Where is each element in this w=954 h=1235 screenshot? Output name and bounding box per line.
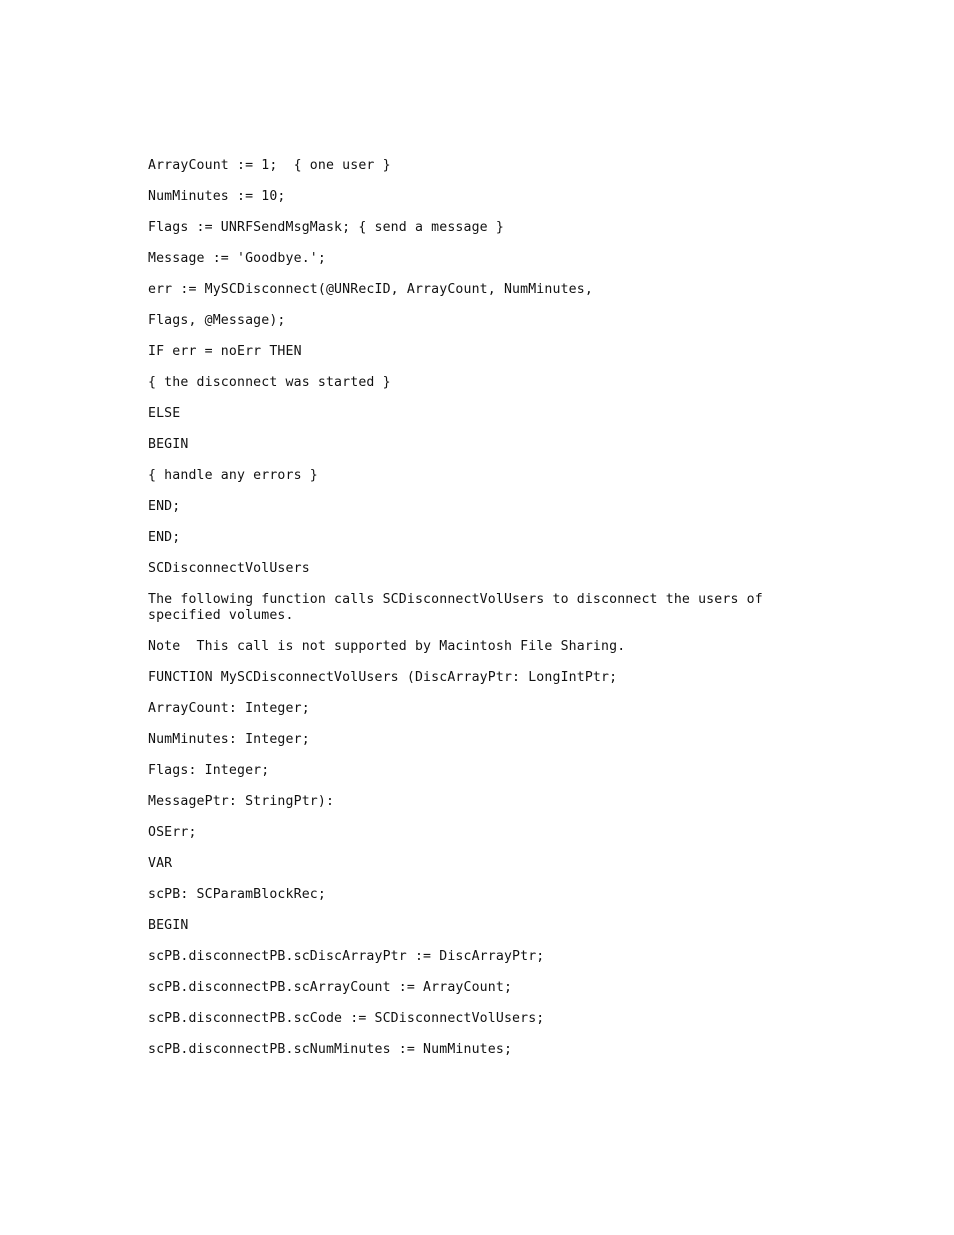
section-heading: SCDisconnectVolUsers	[148, 561, 310, 576]
code-line: BEGIN	[148, 437, 189, 452]
code-line: OSErr;	[148, 825, 197, 840]
code-line: Message := 'Goodbye.';	[148, 251, 326, 266]
code-line: ELSE	[148, 406, 181, 421]
code-line: Flags: Integer;	[148, 763, 270, 778]
code-line: scPB.disconnectPB.scDiscArrayPtr := DiscArrayPtr;	[148, 949, 545, 964]
code-line: VAR	[148, 856, 173, 871]
code-line: { handle any errors }	[148, 468, 318, 483]
code-line: BEGIN	[148, 918, 189, 933]
code-line: IF err = noErr THEN	[148, 344, 302, 359]
code-line: Flags, @Message);	[148, 313, 286, 328]
code-line: NumMinutes := 10;	[148, 189, 286, 204]
code-line: scPB.disconnectPB.scCode := SCDisconnectVolUsers;	[148, 1011, 545, 1026]
document-page	[148, 158, 848, 1073]
code-line: ArrayCount: Integer;	[148, 701, 310, 716]
note-line: Note This call is not supported by Macintosh File Sharing.	[148, 639, 626, 654]
code-line: NumMinutes: Integer;	[148, 732, 310, 747]
code-line: ArrayCount := 1; { one user }	[148, 158, 391, 173]
code-line: MessagePtr: StringPtr):	[148, 794, 335, 809]
code-line: Flags := UNRFSendMsgMask; { send a message }	[148, 220, 504, 235]
code-line: END;	[148, 530, 181, 545]
code-line: scPB.disconnectPB.scNumMinutes := NumMinutes;	[148, 1042, 513, 1057]
code-line: END;	[148, 499, 181, 514]
code-line: scPB.disconnectPB.scArrayCount := ArrayCount;	[148, 980, 513, 995]
code-line: scPB: SCParamBlockRec;	[148, 887, 326, 902]
code-line: { the disconnect was started }	[148, 375, 391, 390]
code-line: FUNCTION MySCDisconnectVolUsers (DiscArrayPtr: LongIntPtr;	[148, 670, 618, 685]
code-line: err := MySCDisconnect(@UNRecID, ArrayCount, NumMinutes,	[148, 282, 593, 297]
description-paragraph: The following function calls SCDisconnectVolUsers to disconnect the users of specified volumes.	[148, 592, 763, 623]
